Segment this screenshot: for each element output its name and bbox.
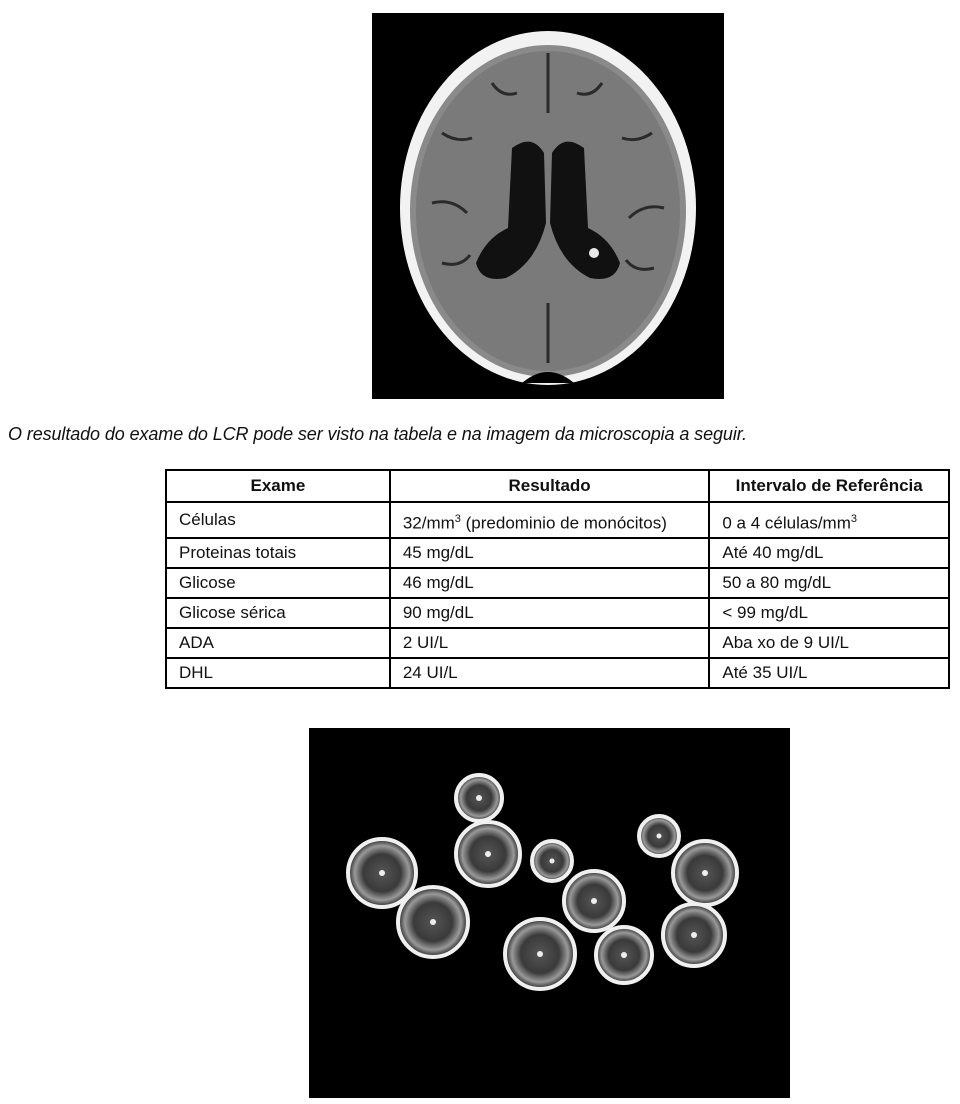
- cell-referencia: Aba xo de 9 UI/L: [709, 628, 949, 658]
- cell-resultado: 24 UI/L: [390, 658, 710, 688]
- cell-exame: ADA: [166, 628, 390, 658]
- cell-referencia: Até 40 mg/dL: [709, 538, 949, 568]
- cell-exame: DHL: [166, 658, 390, 688]
- table-row: [166, 568, 949, 598]
- cell-exame: Proteinas totais: [166, 538, 390, 568]
- cell-exame: Células: [166, 502, 390, 538]
- cell-resultado: 45 mg/dL: [390, 538, 710, 568]
- header-referencia: Intervalo de Referência: [709, 470, 949, 502]
- cell-resultado: 2 UI/L: [390, 628, 710, 658]
- cell-referencia: < 99 mg/dL: [709, 598, 949, 628]
- ct-scan-image: [372, 13, 724, 399]
- table-row: [166, 658, 949, 688]
- cell-referencia: Até 35 UI/L: [709, 658, 949, 688]
- caption-text: O resultado do exame do LCR pode ser visto na tabela e na imagem da microscopia a seguir.: [8, 424, 747, 444]
- header-resultado: Resultado: [390, 470, 710, 502]
- lab-results-table: [165, 469, 950, 689]
- cell-resultado: 90 mg/dL: [390, 598, 710, 628]
- cell-referencia: 50 a 80 mg/dL: [709, 568, 949, 598]
- table-row: [166, 502, 949, 538]
- table-row: [166, 628, 949, 658]
- header-exame: Exame: [166, 470, 390, 502]
- cell-exame: Glicose sérica: [166, 598, 390, 628]
- cell-resultado: $32/mm^3$ (predominio de monócitos): [390, 502, 710, 538]
- table-row: [166, 538, 949, 568]
- cell-exame: Glicose: [166, 568, 390, 598]
- microscopy-image: [309, 728, 790, 1098]
- table-header-row: [166, 470, 949, 502]
- table-row: [166, 598, 949, 628]
- cell-referencia: 0 a 4 células/$mm^3$: [709, 502, 949, 538]
- cell-resultado: 46 mg/dL: [390, 568, 710, 598]
